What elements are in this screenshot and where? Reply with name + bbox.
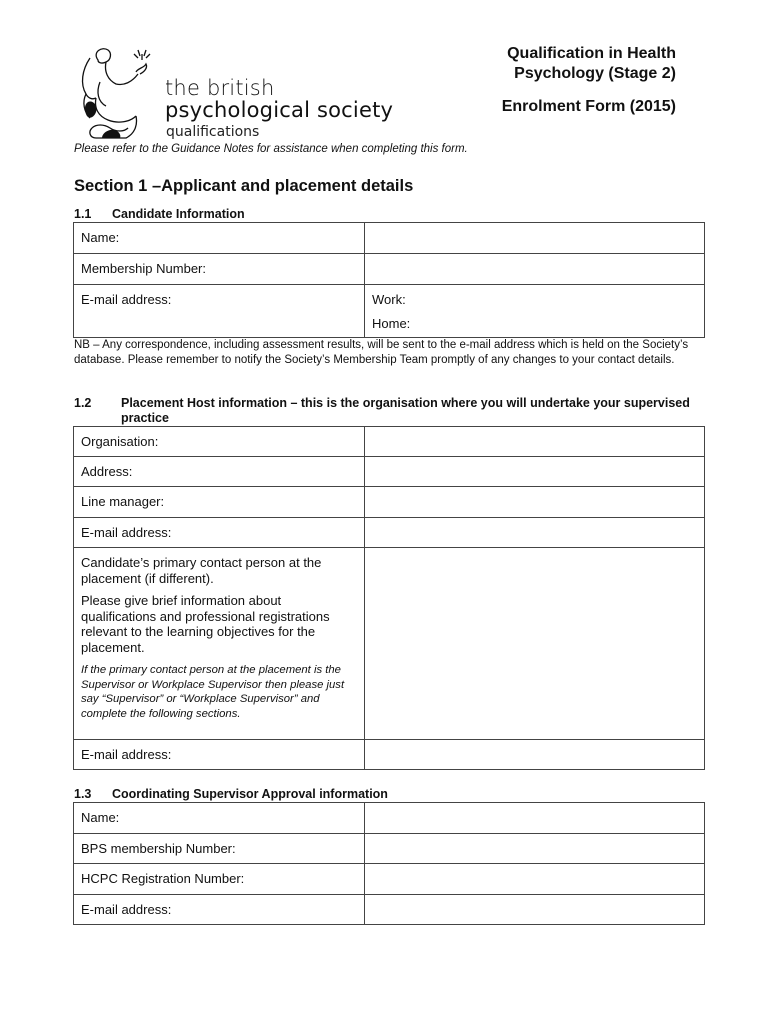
- logo-text-line3: qualifications: [166, 124, 260, 140]
- primary-contact-field[interactable]: [365, 548, 705, 740]
- qualifications-instruction: Please give brief information about qualifications and professional registrations relevant to the learning objectives for the placement.: [81, 593, 330, 655]
- document-title-block: [502, 44, 676, 117]
- table-row: [74, 223, 705, 254]
- title-line2: Psychology (Stage 2): [514, 65, 676, 82]
- candidate-info-table: [73, 222, 705, 338]
- line-manager-label: Line manager:: [74, 487, 365, 518]
- table-row: [74, 864, 705, 895]
- address-label: Address:: [74, 457, 365, 487]
- home-email-label: Home:: [372, 316, 411, 331]
- title-line1: Qualification in Health: [507, 45, 676, 62]
- supervisor-email-field[interactable]: [365, 895, 705, 925]
- primary-contact-label: Candidate’s primary contact person at the placement (if different).: [81, 555, 322, 586]
- logo-text-line1: the british: [165, 76, 275, 100]
- correspondence-note: NB – Any correspondence, including assessment results, will be sent to the e-mail address which is held on the Society’s database. Please remember to notify the Society’s Membership Team promptly of any changes to your contact details.: [74, 339, 689, 366]
- address-field[interactable]: [365, 457, 705, 487]
- logo-text-line2: psychological society: [165, 98, 394, 122]
- section-1-heading: Section 1 –Applicant and placement details: [74, 177, 414, 195]
- table-row: [74, 803, 705, 834]
- subsection-number: 1.1: [74, 207, 92, 221]
- membership-number-label: Membership Number:: [74, 254, 365, 285]
- organisation-field[interactable]: [365, 427, 705, 457]
- subsection-number: 1.2: [74, 396, 92, 410]
- table-row: [74, 740, 705, 770]
- email-label: E-mail address:: [74, 518, 365, 548]
- subsection-1-3-heading: [74, 787, 388, 801]
- primary-contact-cell: [74, 548, 365, 740]
- subsection-1-1-heading: [74, 207, 245, 221]
- contact-email-field[interactable]: [365, 740, 705, 770]
- email-field[interactable]: [365, 285, 705, 338]
- organisation-label: Organisation:: [74, 427, 365, 457]
- membership-number-field[interactable]: [365, 254, 705, 285]
- subsection-title: Coordinating Supervisor Approval information: [112, 787, 388, 801]
- table-row: [74, 254, 705, 285]
- name-label: Name:: [74, 223, 365, 254]
- subsection-number: 1.3: [74, 787, 92, 801]
- name-field[interactable]: [365, 223, 705, 254]
- table-row: [74, 427, 705, 457]
- hcpc-registration-field[interactable]: [365, 864, 705, 895]
- table-row: [74, 285, 705, 338]
- subsection-1-2-heading: [74, 396, 714, 426]
- work-email-label: Work:: [372, 292, 406, 307]
- email-field[interactable]: [365, 518, 705, 548]
- supervisor-name-field[interactable]: [365, 803, 705, 834]
- supervisor-name-label: Name:: [74, 803, 365, 834]
- supervisor-instruction: If the primary contact person at the placement is the Supervisor or Workplace Supervisor then please just say “Supervisor” or “Workplace Supervisor” and complete the following sections.: [81, 664, 345, 720]
- email-label: E-mail address:: [74, 285, 365, 338]
- subsection-title: Placement Host information – this is the organisation where you will undertake your supervised practice: [121, 396, 690, 425]
- placement-host-table: [73, 426, 705, 770]
- table-row: [74, 518, 705, 548]
- table-row: [74, 834, 705, 864]
- bps-membership-label: BPS membership Number:: [74, 834, 365, 864]
- table-row: [74, 457, 705, 487]
- supervisor-approval-table: [73, 802, 705, 925]
- table-row: [74, 548, 705, 740]
- supervisor-email-label: E-mail address:: [74, 895, 365, 925]
- table-row: [74, 895, 705, 925]
- line-manager-field[interactable]: [365, 487, 705, 518]
- subsection-title: Candidate Information: [112, 207, 245, 221]
- bps-figure-logo-icon: [76, 42, 158, 142]
- form-title: Enrolment Form (2015): [501, 98, 676, 115]
- guidance-note: Please refer to the Guidance Notes for assistance when completing this form.: [74, 143, 468, 155]
- table-row: [74, 487, 705, 518]
- contact-email-label: E-mail address:: [74, 740, 365, 770]
- hcpc-registration-label: HCPC Registration Number:: [74, 864, 365, 895]
- bps-membership-field[interactable]: [365, 834, 705, 864]
